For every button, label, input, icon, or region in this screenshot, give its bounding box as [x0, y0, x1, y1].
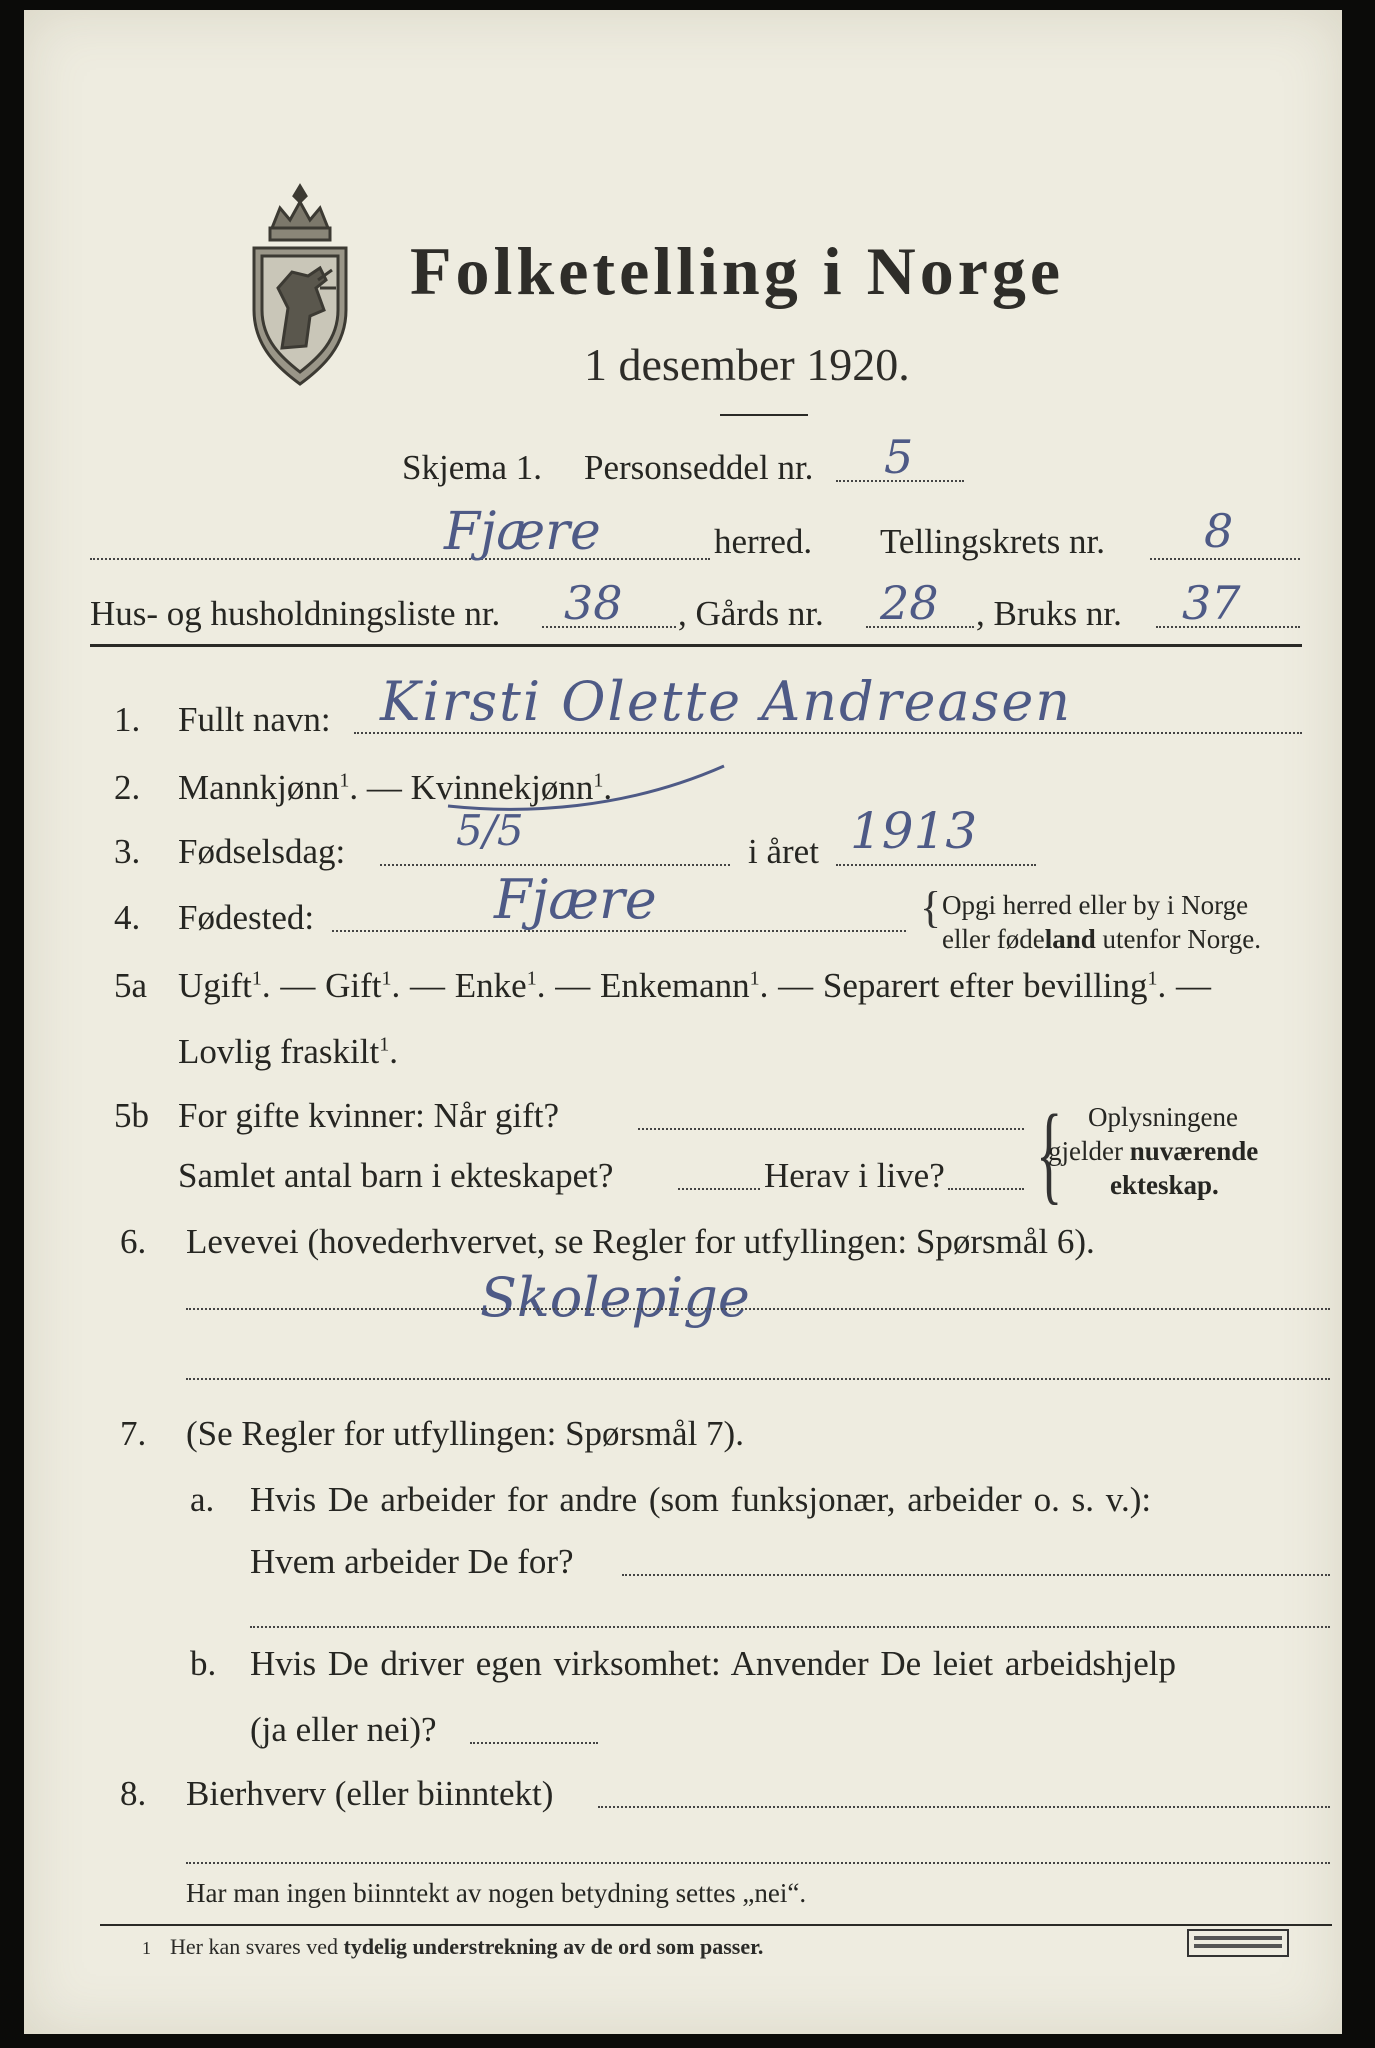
- herred-label: herred.: [714, 522, 813, 561]
- q3-label: Fødselsdag:: [178, 832, 346, 871]
- alive-label: Herav i live?: [764, 1156, 945, 1195]
- q2-number: 2.: [114, 768, 141, 807]
- q7b-line: [470, 1742, 598, 1744]
- q8-line-2: [186, 1862, 1330, 1864]
- q4-note-line1: Opgi herred eller by i Norge: [942, 890, 1249, 920]
- q7a-line-2: [250, 1626, 1330, 1628]
- q6-number: 6.: [120, 1222, 147, 1261]
- children-line: [678, 1188, 760, 1190]
- printer-stamp-icon: [1186, 1928, 1290, 1958]
- q1-label: Fullt navn:: [178, 700, 331, 739]
- q7a-line-1: [622, 1574, 1330, 1576]
- q4-number: 4.: [114, 898, 141, 937]
- bruks-label: , Bruks nr.: [976, 594, 1122, 633]
- q7b-letter: b.: [190, 1644, 217, 1683]
- q5b-number: 5b: [114, 1096, 149, 1135]
- tellingskrets-label: Tellingskrets nr.: [880, 522, 1106, 561]
- occupation-value: Skolepige: [480, 1266, 750, 1329]
- note-brace: {: [920, 883, 942, 932]
- q7a-letter: a.: [190, 1480, 215, 1519]
- marital-status-options: Ugift$^1$. — Gift$^1$. — Enke$^1$. — Enkemann$^1$. — Separert efter bevilling$^1$. —: [178, 966, 1212, 1005]
- footnote-marker: 1: [339, 769, 350, 792]
- footnote-marker: 1: [142, 1938, 151, 1958]
- q3-line: [380, 864, 730, 866]
- children-label: Samlet antal barn i ekteskapet?: [178, 1156, 614, 1195]
- herred-value: Fjære: [444, 502, 601, 562]
- q7b-text: Hvis De driver egen virksomhet: Anvender De leiet arbeidshjelp: [250, 1644, 1176, 1683]
- hus-label: Hus- og husholdningsliste nr.: [90, 594, 501, 633]
- tellingskrets-line: [1150, 558, 1300, 560]
- q8-note: Har man ingen biinntekt av nogen betydning settes „nei“.: [186, 1878, 807, 1908]
- q5b-note-line1: Oplysningene: [1088, 1102, 1238, 1132]
- birthplace-value: Fjære: [494, 868, 657, 931]
- q8-number: 8.: [120, 1774, 147, 1813]
- q8-line-1: [598, 1806, 1330, 1808]
- note-brace: {: [1036, 1092, 1063, 1214]
- footnote-marker: 1: [593, 769, 604, 792]
- year-label: i året: [748, 832, 819, 871]
- census-date: 1 desember 1920.: [584, 339, 910, 390]
- gender-female: Kvinnekjønn: [410, 768, 594, 807]
- personseddel-value: 5: [884, 430, 914, 484]
- personseddel-label: Personseddel nr.: [584, 448, 814, 487]
- q7b-sub: (ja eller nei)?: [250, 1710, 437, 1749]
- skjema-label: Skjema 1.: [402, 448, 542, 487]
- census-form: [24, 10, 1342, 2034]
- married-line: [638, 1128, 1024, 1130]
- footnote-divider: [100, 1924, 1332, 1926]
- q6-line-2: [186, 1378, 1330, 1380]
- bruks-value: 37: [1182, 576, 1241, 630]
- q6-line-1: [186, 1308, 1330, 1310]
- birth-year-value: 1913: [850, 802, 978, 860]
- q5b-married-label: For gifte kvinner: Når gift?: [178, 1096, 560, 1135]
- gards-value: 28: [880, 576, 939, 630]
- q5b-note-line2: gjelder nuværende: [1048, 1136, 1259, 1166]
- hus-value: 38: [564, 576, 623, 630]
- q6-label: Levevei (hovederhvervet, se Regler for utfyllingen: Spørsmål 6).: [186, 1222, 1095, 1261]
- gender-male: Mannkjønn: [178, 768, 340, 807]
- q7-number: 7.: [120, 1414, 147, 1453]
- form-title: Folketelling i Norge: [410, 233, 1065, 309]
- q5b-note-line3: ekteskap.: [1110, 1170, 1219, 1200]
- full-name-value: Kirsti Olette Andreasen: [380, 670, 1073, 733]
- gards-label: , Gårds nr.: [678, 594, 824, 633]
- year-line: [836, 864, 1036, 866]
- birthdate-value: 5/5: [456, 806, 524, 855]
- footnote-text: Her kan svares ved tydelig understrekning av de ord som passer.: [170, 1934, 764, 1959]
- norwegian-lion-coat-of-arms-icon: [246, 178, 354, 388]
- q4-note-line2: eller fødeland utenfor Norge.: [942, 924, 1261, 954]
- q5a-number: 5a: [114, 966, 148, 1005]
- q7a-text: Hvis De arbeider for andre (som funksjonær, arbeider o. s. v.):: [250, 1480, 1152, 1519]
- tellingskrets-value: 8: [1204, 504, 1234, 558]
- marital-status-divorced: Lovlig fraskilt$^1$.: [178, 1032, 398, 1071]
- q4-label: Fødested:: [178, 898, 315, 937]
- q8-label: Bierhverv (eller biinntekt): [186, 1774, 554, 1813]
- herred-line: [90, 558, 710, 560]
- gender-end: .: [603, 768, 613, 807]
- q7-label: (Se Regler for utfyllingen: Spørsmål 7).: [186, 1414, 744, 1453]
- q1-number: 1.: [114, 700, 141, 739]
- q3-number: 3.: [114, 832, 141, 871]
- header-divider: [90, 644, 1302, 647]
- alive-line: [948, 1188, 1024, 1190]
- q7a-sub: Hvem arbeider De for?: [250, 1542, 574, 1581]
- gender-separator: . —: [349, 768, 411, 807]
- title-divider: [720, 414, 808, 416]
